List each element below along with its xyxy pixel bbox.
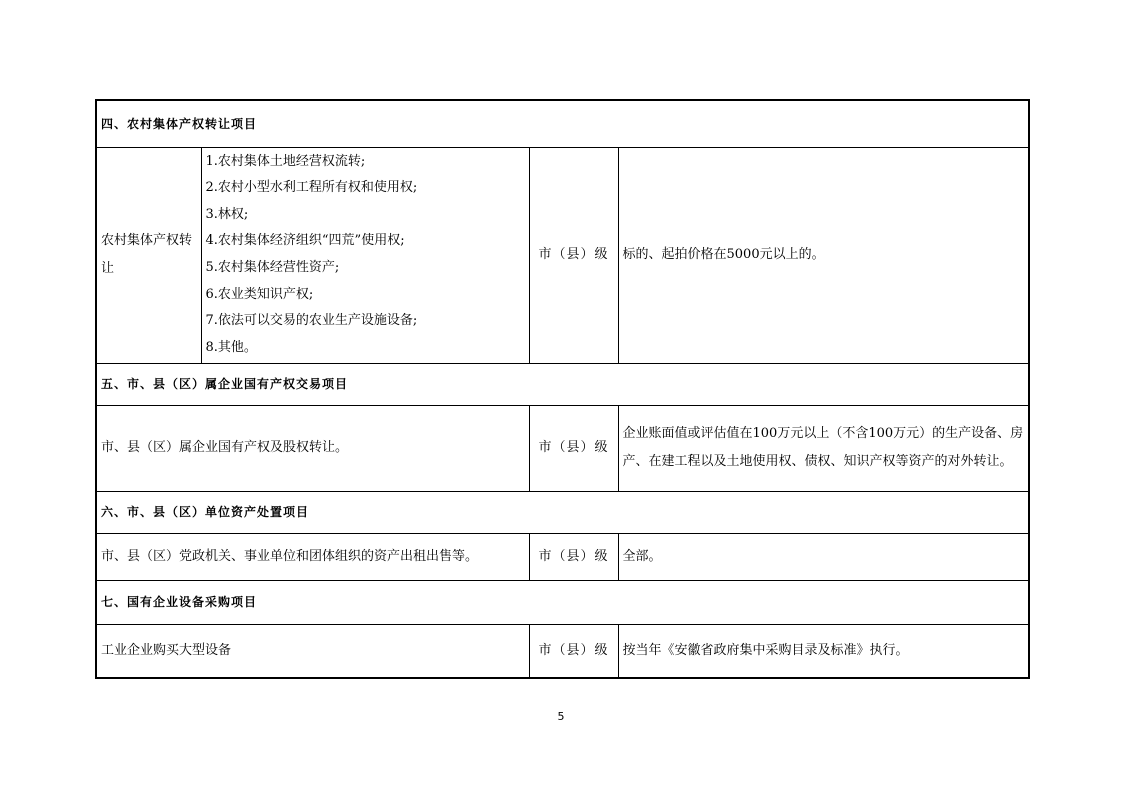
list-item: 8.其他。 — [205, 339, 257, 355]
section-title: 七、国有企业设备采购项目 — [96, 580, 1029, 624]
section-title: 五、市、县（区）属企业国有产权交易项目 — [96, 363, 1029, 405]
section-header-5 — [96, 363, 1029, 405]
table-row — [96, 533, 1029, 580]
list-item: 7.依法可以交易的农业生产设施设备; — [205, 313, 418, 329]
list-item: 3.林权; — [205, 206, 249, 222]
table-row — [96, 624, 1029, 678]
item-name: 工业企业购买大型设备 — [96, 624, 529, 678]
list-item: 4.农村集体经济组织“四荒”使用权; — [205, 233, 405, 249]
criteria-cell — [618, 405, 1029, 491]
level-cell: 市（县）级 — [529, 533, 618, 580]
item-list — [201, 147, 529, 363]
criteria-cell: 全部。 — [618, 533, 1029, 580]
section-title: 六、市、县（区）单位资产处置项目 — [96, 491, 1029, 533]
table-row — [96, 405, 1029, 491]
level-cell: 市（县）级 — [529, 405, 618, 491]
table-row — [96, 147, 1029, 363]
list-item: 2.农村小型水利工程所有权和使用权; — [205, 180, 418, 196]
criteria-cell: 标的、起拍价格在5000元以上的。 — [618, 147, 1029, 363]
criteria-cell: 按当年《安徽省政府集中采购目录及标准》执行。 — [618, 624, 1029, 678]
catalog-table — [95, 99, 1030, 679]
list-item: 6.农业类知识产权; — [205, 286, 314, 302]
section-title: 四、农村集体产权转让项目 — [96, 100, 1029, 147]
item-name-text: 农村集体产权转让 — [101, 233, 193, 276]
item-name: 市、县（区）党政机关、事业单位和团体组织的资产出租出售等。 — [96, 533, 529, 580]
list-item: 5.农村集体经营性资产; — [205, 260, 340, 275]
section-header-4 — [96, 100, 1029, 147]
item-name: 市、县（区）属企业国有产权及股权转让。 — [96, 405, 529, 491]
section-header-6 — [96, 491, 1029, 533]
list-item: 1.农村集体土地经营权流转; — [205, 153, 366, 169]
section-header-7 — [96, 580, 1029, 624]
level-cell: 市（县）级 — [529, 624, 618, 678]
level-cell: 市（县）级 — [529, 147, 618, 363]
criteria-text: 企业账面值或评估值在100万元以上（不含100万元）的生产设备、房产、在建工程以及土地使用权、债权、知识产权等资产的对外转让。 — [622, 426, 1024, 469]
item-name — [96, 147, 201, 363]
page-number: 5 — [557, 710, 565, 723]
